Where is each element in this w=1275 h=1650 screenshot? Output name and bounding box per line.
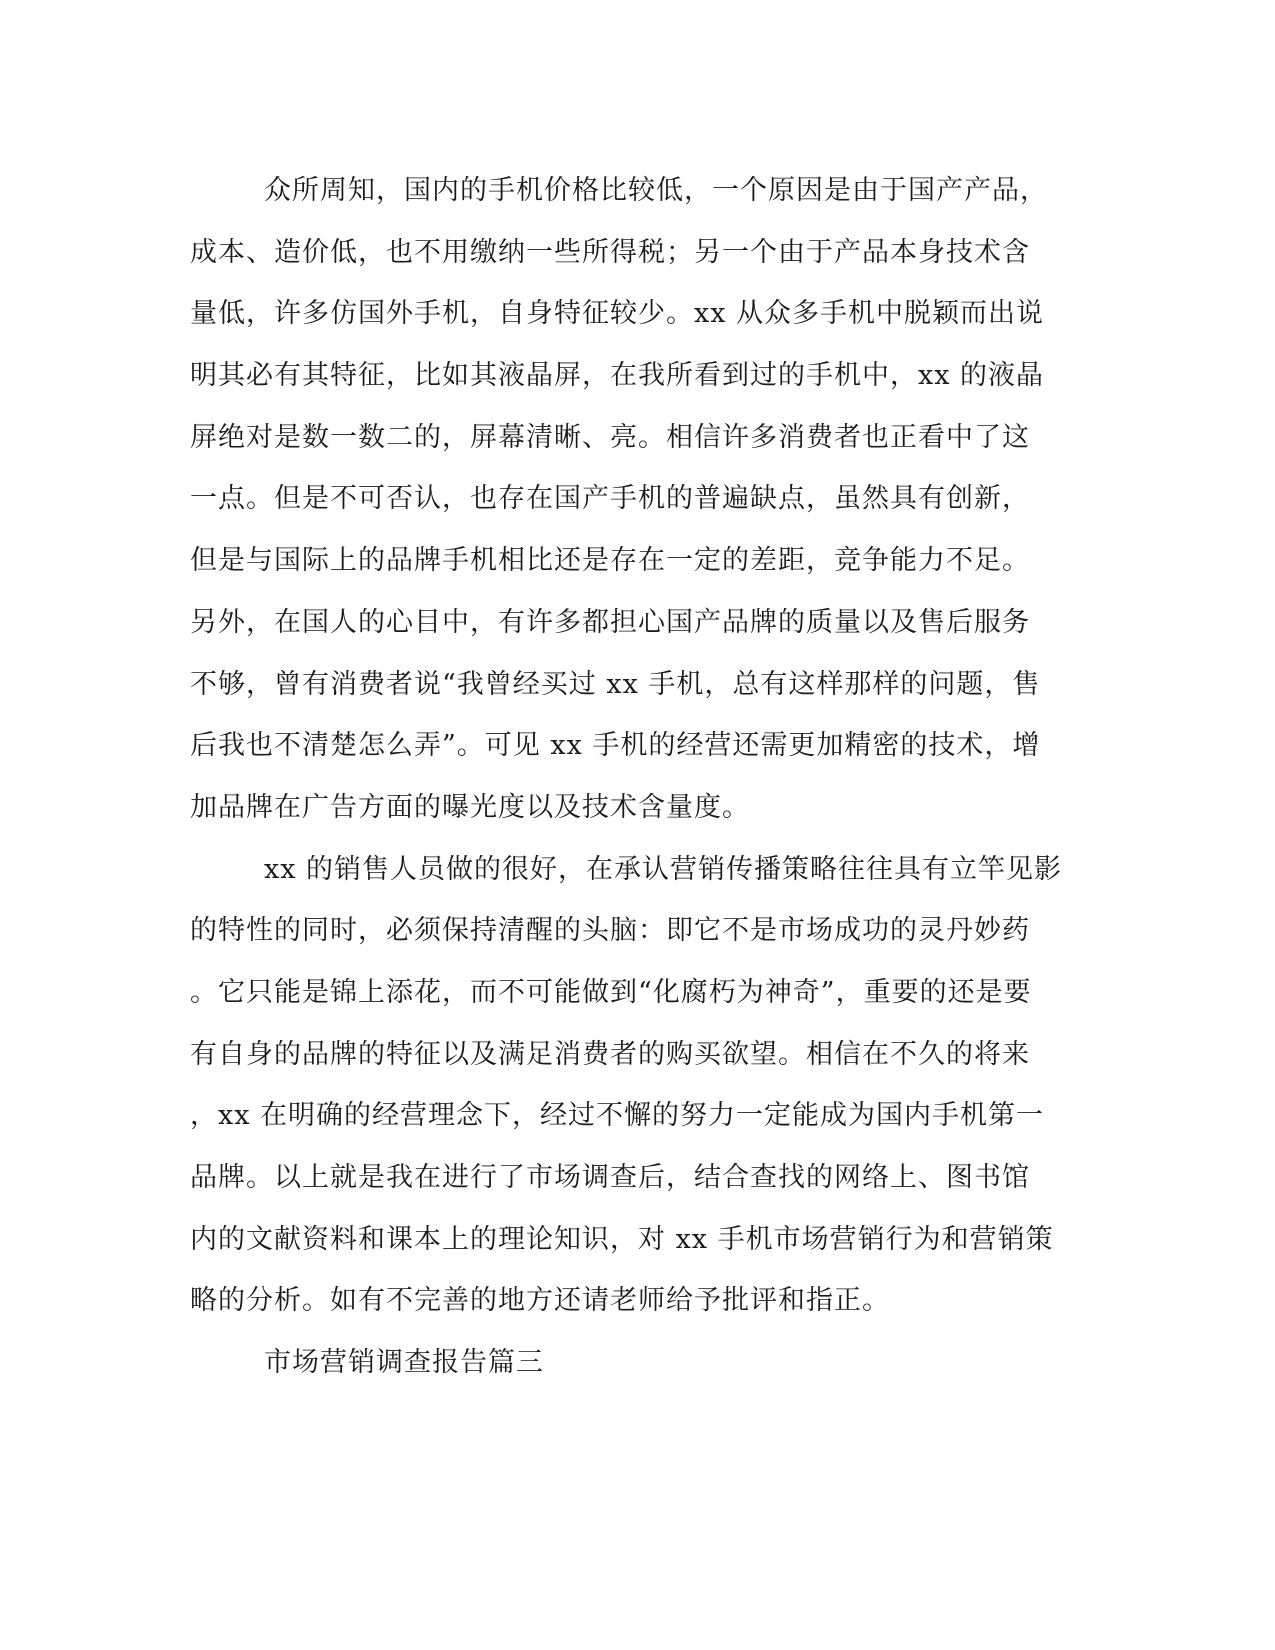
section-heading: 市场营销调查报告篇三 — [264, 1347, 544, 1379]
text-line: 有自身的品牌的特征以及满足消费者的购买欲望。相信在不久的将来 — [190, 1038, 1030, 1070]
text-line: 品牌。以上就是我在进行了市场调查后，结合查找的网络上、图书馆 — [190, 1162, 1030, 1193]
text-line: 略的分析。如有不完善的地方还请老师给予批评和指正。 — [190, 1285, 890, 1317]
text-line: 成本、造价低，也不用缴纳一些所得税；另一个由于产品本身技术含 — [190, 236, 1030, 268]
text-line: xx 的销售人员做的很好，在承认营销传播策略往往具有立竿见影 — [264, 853, 1063, 885]
text-line: 内的文献资料和课本上的理论知识，对 xx 手机市场营销行为和营销策 — [190, 1223, 1054, 1255]
text-line: 明其必有其特征，比如其液晶屏，在我所看到过的手机中，xx 的液晶 — [190, 360, 1045, 392]
text-line: 众所周知，国内的手机价格比较低，一个原因是由于国产产品， — [264, 175, 1048, 206]
text-line: 加品牌在广告方面的曝光度以及技术含量度。 — [190, 791, 750, 823]
text-line: 的特性的同时，必须保持清醒的头脑：即它不是市场成功的灵丹妙药 — [190, 915, 1030, 947]
text-line: 后我也不清楚怎么弄”。可见 xx 手机的经营还需更加精密的技术，增 — [190, 730, 1041, 762]
text-line: 一点。但是不可否认，也存在国产手机的普遍缺点，虽然具有创新， — [190, 483, 1030, 515]
document-body — [190, 160, 1070, 1394]
paragraph-2 — [190, 839, 1070, 1333]
paragraph-1 — [190, 160, 1070, 839]
text-line: 但是与国际上的品牌手机相比还是存在一定的差距，竞争能力不足。 — [190, 545, 1030, 577]
text-line: 另外，在国人的心目中，有许多都担心国产品牌的质量以及售后服务 — [190, 606, 1030, 638]
text-line: 不够，曾有消费者说“我曾经买过 xx 手机，总有这样那样的问题，售 — [190, 668, 1041, 700]
text-line: 量低，许多仿国外手机，自身特征较少。xx 从众多手机中脱颖而出说 — [190, 298, 1045, 330]
text-line: 屏绝对是数一数二的，屏幕清晰、亮。相信许多消费者也正看中了这 — [190, 421, 1030, 453]
text-line: ，xx 在明确的经营理念下，经过不懈的努力一定能成为国内手机第一 — [190, 1100, 1045, 1132]
text-line: 。它只能是锦上添花，而不可能做到“化腐朽为神奇”，重要的还是要 — [190, 976, 1032, 1008]
